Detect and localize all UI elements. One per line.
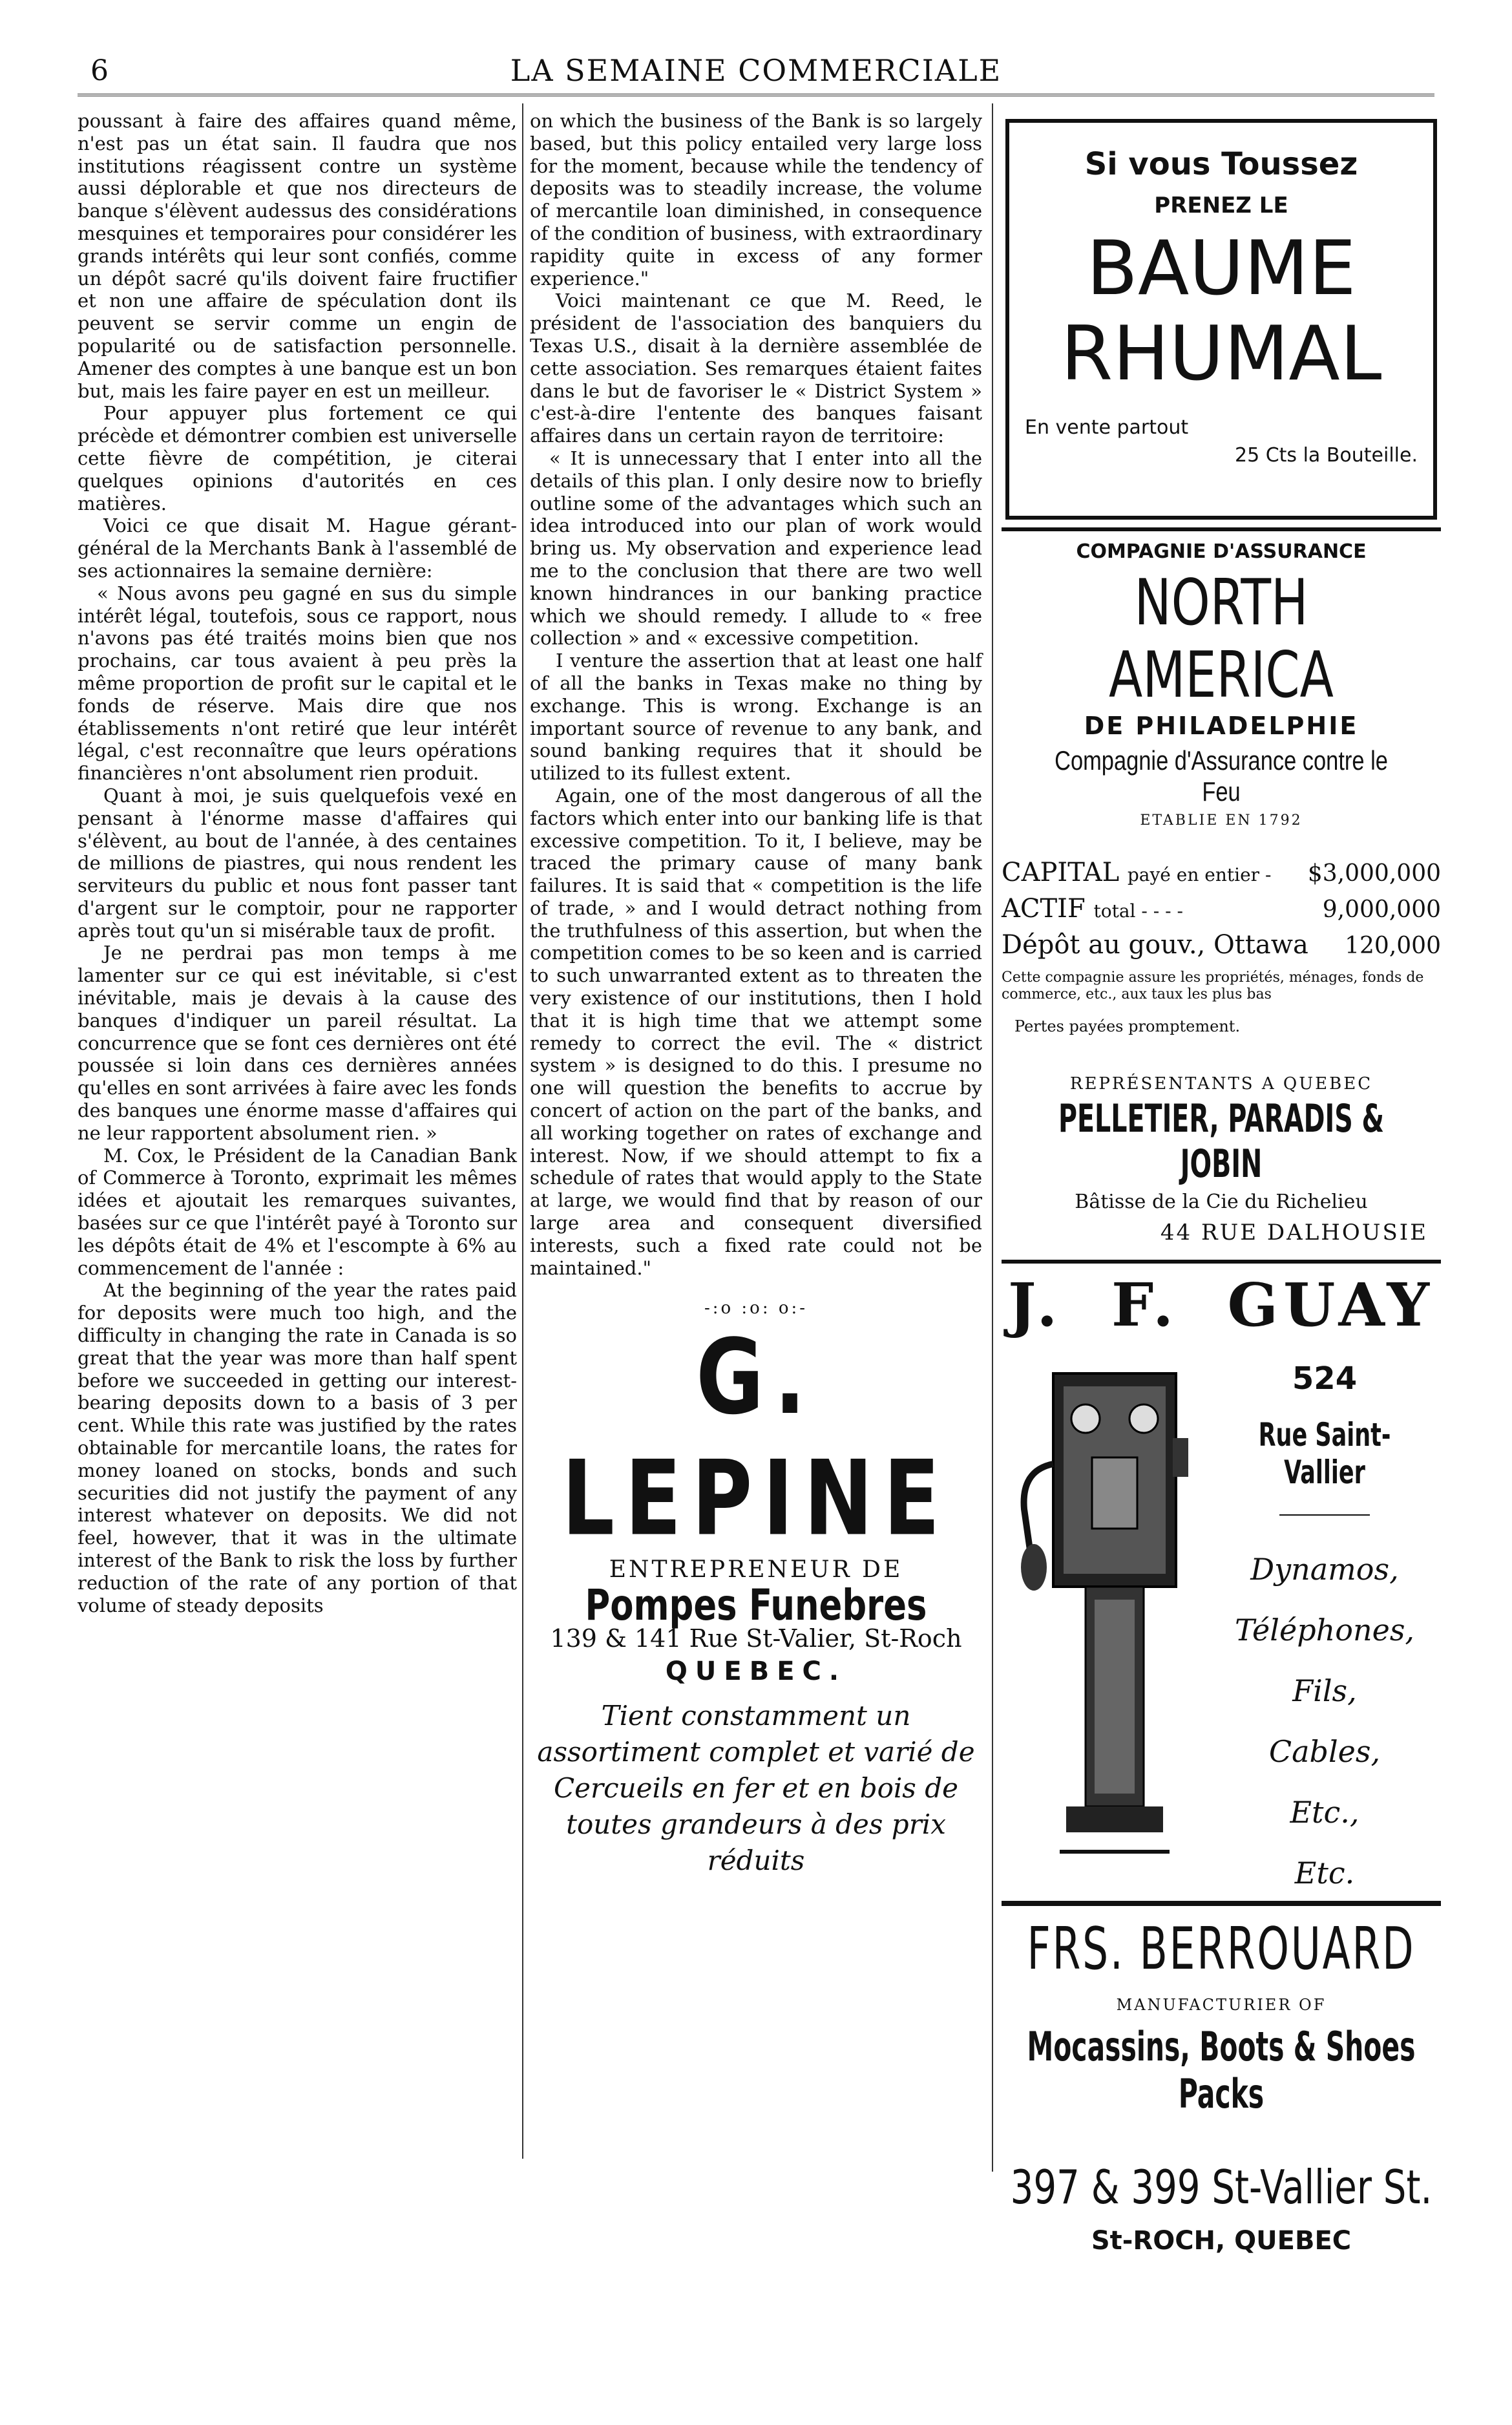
na-row: [1002, 928, 1441, 964]
short-rule: [1279, 1514, 1370, 1516]
lepine-name: G. LEPINE: [562, 1317, 950, 1560]
paragraph: poussant à faire des affaires quand même, n'est pas un état sain. Il faudra que nos institutions réagissent contre un système aussi déplorable et que nos directeurs de banque s'élèvent audessus des considérations mesquines et temporaires pour considérer les grands intérêts qui leur sont confiés, comme un dépôt sacré qu'ils doivent faire fructifier et non une affaire de spéculation dont ils peuvent se servir comme un engin de popularité ou de satisfaction personnelle. Amener des comptes à une banque est un bon but, mais les faire payer en est un meilleur.: [78, 110, 517, 402]
na-established: ETABLIE EN 1792: [1140, 812, 1303, 829]
na-row-value: 9,000,000: [1322, 896, 1441, 923]
paragraph: on which the business of the Bank is so largely based, but this policy entailed very large loss for the moment, because while the tendency of deposits was to steadily increase, the volume of mercantile loan diminished, in consequence of the condition of business, with extraordinary rapidity quite in excess of any former experience.": [530, 110, 982, 290]
guay-details: [1208, 1361, 1441, 1903]
section-separator: -:o :o: o:-: [704, 1298, 808, 1318]
quote-paragraph: « It is unnecessary that I enter into all the details of this plan. I only desire now to briefly outline some of the advantages which such an idea introduced into our plan of work would bring us. My observation and experience lead me to the conclusion that there are two well known hindrances in our banking practice which we should remedy. I allude to « free collection » and « excessive competition.: [530, 447, 982, 650]
lepine-city: QUEBEC.: [665, 1656, 847, 1686]
berrouard-advertisement: [1002, 1901, 1441, 2256]
article-column-2: [530, 110, 982, 1879]
baume-availability: En vente partout: [1025, 416, 1189, 439]
article-column-1: [78, 110, 517, 1616]
baume-product-word1: BAUME: [1086, 225, 1356, 312]
berrouard-name: FRS. BERROUARD: [1027, 1915, 1416, 1983]
na-building: Bâtisse de la Cie du Richelieu: [1075, 1191, 1368, 1213]
guay-item: Cables,: [1268, 1734, 1381, 1769]
page-header: [78, 45, 1434, 90]
na-row: [1002, 892, 1441, 928]
na-street: 44 RUE DALHOUSIE: [1160, 1220, 1428, 1245]
column-divider: [522, 103, 523, 2159]
ad-divider: [1002, 527, 1441, 531]
advertisement-column: [1002, 110, 1441, 2256]
na-row-value: $3,000,000: [1307, 860, 1441, 887]
guay-item: Etc.: [1294, 1856, 1355, 1890]
na-row-value: 120,000: [1345, 933, 1441, 959]
na-row-label: Dépôt au gouv., Ottawa: [1002, 930, 1308, 960]
lepine-advertisement: [530, 1317, 982, 1879]
page-number: 6: [90, 54, 109, 87]
baume-price: 25 Cts la Bouteille.: [1234, 444, 1418, 467]
guay-item: Téléphones,: [1234, 1613, 1415, 1647]
guay-street: Rue Saint-Vallier: [1258, 1416, 1391, 1491]
north-america-advertisement: [1002, 540, 1441, 1245]
guay-item: Fils,: [1292, 1673, 1357, 1708]
guay-initial: F.: [1111, 1270, 1179, 1340]
na-financials: [1002, 856, 1441, 964]
baume-headline: Si vous Toussez: [1084, 146, 1358, 182]
na-name: NORTH AMERICA: [1109, 566, 1334, 712]
berrouard-address: 397 & 399 St-Vallier St.: [1010, 2160, 1433, 2214]
quote-paragraph: Quant à moi, je suis quelquefois vexé en pensant à l'énorme masse d'affaires qui s'élèvent, au bout de l'année, à des centaines de millions de piastres, qui nous rendent les serviteurs du public et nous font passer tant d'argent sur le comptoir, pour ne rapporter après tout qu'un si misérable taux de profit.: [78, 784, 517, 942]
journal-title: LA SEMAINE COMMERCIALE: [510, 53, 1002, 88]
header-rule: [78, 94, 1434, 96]
na-fine-print: Cette compagnie assure les propriétés, ménages, fonds de commerce, etc., aux taux les plus bas: [1002, 969, 1424, 1002]
na-row-note: total - - - -: [1093, 900, 1183, 922]
na-row-label: CAPITAL: [1002, 858, 1120, 887]
lepine-trade: ENTREPRENEUR DE: [609, 1556, 903, 1583]
na-subtitle: Compagnie d'Assurance contre le Feu: [1055, 745, 1388, 807]
guay-initial: J.: [1008, 1270, 1063, 1340]
baume-subline: PRENEZ LE: [1154, 193, 1288, 218]
quote-paragraph: I venture the assertion that at least one half of all the banks in Texas make no thing by exchange. This is wrong. Exchange is an important source of revenue to any bank, and sound banking requires that it should be utilized to its fullest extent.: [530, 650, 982, 785]
lepine-address: 139 & 141 Rue St-Valier, St-Roch: [550, 1624, 962, 1653]
quote-paragraph: « Nous avons peu gagné en sus du simple intérêt légal, toutefois, sous ce rapport, nous n'avons pas été traités moins bien que nos prochains, car tous avaient à peu près la même proportion de profit sur le capital et le fonds de réserve. Mais dire que nos établissements n'ont retiré que leur intérêt légal, c'est reconnaître que leurs opérations financières n'ont absolument rien produit.: [78, 582, 517, 785]
berrouard-trade: MANUFACTURIER OF: [1116, 1996, 1327, 2014]
guay-number: 524: [1292, 1361, 1358, 1397]
baume-product-word2: RHUMAL: [1060, 310, 1382, 397]
na-pertes: Pertes payées promptement.: [1014, 1017, 1241, 1035]
berrouard-products: Mocassins, Boots & Shoes Packs: [1027, 2023, 1416, 2117]
guay-advertisement: [1002, 1264, 1441, 1897]
guay-surname: GUAY: [1227, 1270, 1434, 1340]
guay-item: Etc.,: [1290, 1795, 1360, 1830]
na-row-note: payé en entier -: [1127, 864, 1272, 885]
lepine-service: Pompes Funebres: [585, 1580, 927, 1631]
lepine-tagline: Tient constamment un assortiment complet et varié de Cercueils en fer et en bois de toutes grandeurs à des prix réduits: [537, 1700, 975, 1877]
paragraph: Voici ce que disait M. Hague gérant-général de la Merchants Bank à l'assemblé de ses actionnaires la semaine dernière:: [78, 514, 517, 582]
paragraph: Pour appuyer plus fortement ce qui précède et démontrer combien est universelle cette fièvre de compétition, je citerai quelques opinions d'autorités en ces matières.: [78, 402, 517, 514]
telephone-icon: [1014, 1361, 1208, 1890]
na-city: DE PHILADELPHIE: [1084, 712, 1359, 740]
na-row-label: ACTIF: [1002, 894, 1086, 924]
guay-name: [1008, 1270, 1434, 1340]
guay-item: Dynamos,: [1250, 1552, 1399, 1587]
na-representatives-label: REPRÉSENTANTS A QUEBEC: [1069, 1074, 1373, 1094]
quote-paragraph: Again, one of the most dangerous of all the factors which enter into our banking life is that excessive competition. To it, I believe, may be traced the primary cause of many bank failures. It is said that « competition is the life of trade, » and I would detract nothing from the truthfulness of this assertion, but when the competition comes to be so keen and is carried to such unwarranted extent as to threaten the very existence of our institutions, then I hold that it is high time that we attempt some remedy to correct the evil. The « district system » is designed to do this. I presume no one will question the benefits to accrue by concert of action on the part of the banks, and all working together on rates of exchange and interest. Now, if we should attempt to fix a schedule of rates that would apply to the State at large, we would find that by reason of our large area and consequent diversified interests, such a fixed rate could not be maintained.": [530, 784, 982, 1279]
paragraph: Voici maintenant ce que M. Reed, le président de l'association des banquiers du Texas U.S., disait à la dernière assemblée de cette association. Ses remarques étaient faites dans le but de favoriser le « District System » c'est-à-dire l'entente des banques faisant affaires dans un certain rayon de territoire:: [530, 290, 982, 447]
column-divider: [992, 103, 993, 2172]
english-quote-paragraph: At the beginning of the year the rates paid for deposits were much too high, and the difficulty in changing the rate in Canada is so great that the year was more than half spent before we succeeded in getting our interest-bearing deposits down to a basis of 3 per cent. While this rate was justified by the rates obtainable for mercantile loans, the rates for money loaned on stocks, bonds and such securities did not justify the payment of any interest whatever on deposits. We did not feel, however, that it was in the ultimate interest of the Bank to risk the loss by further reduction of the rate of any portion of that volume of steady deposits: [78, 1279, 517, 1616]
quote-paragraph: Je ne perdrai pas mon temps à me lamenter sur ce qui est inévitable, si c'est inévitable, mais je devais à la cause des banques d'indiquer un pareil résultat. La concurrence que se font ces dernières ont été poussée si loin dans ces dernières années qu'elles en sont arrivées à faire avec les fonds des banques une énorme masse d'affaires qui ne leur rapportent absolument rien. »: [78, 942, 517, 1144]
paragraph: M. Cox, le Président de la Canadian Bank of Commerce à Toronto, exprimait les mêmes idées et ajoutait les remarques suivantes, basées sur ce que l'intérêt payé à Toronto sur les dépôts était de 4% et l'escompte à 6% au commencement de l'année :: [78, 1144, 517, 1279]
na-firm: PELLETIER, PARADIS & JOBIN: [1058, 1096, 1385, 1187]
na-company-label: COMPAGNIE D'ASSURANCE: [1076, 540, 1367, 563]
berrouard-city: St-ROCH, QUEBEC: [1091, 2226, 1352, 2256]
na-row: [1002, 856, 1441, 892]
baume-rhumal-advertisement: [1005, 119, 1437, 520]
